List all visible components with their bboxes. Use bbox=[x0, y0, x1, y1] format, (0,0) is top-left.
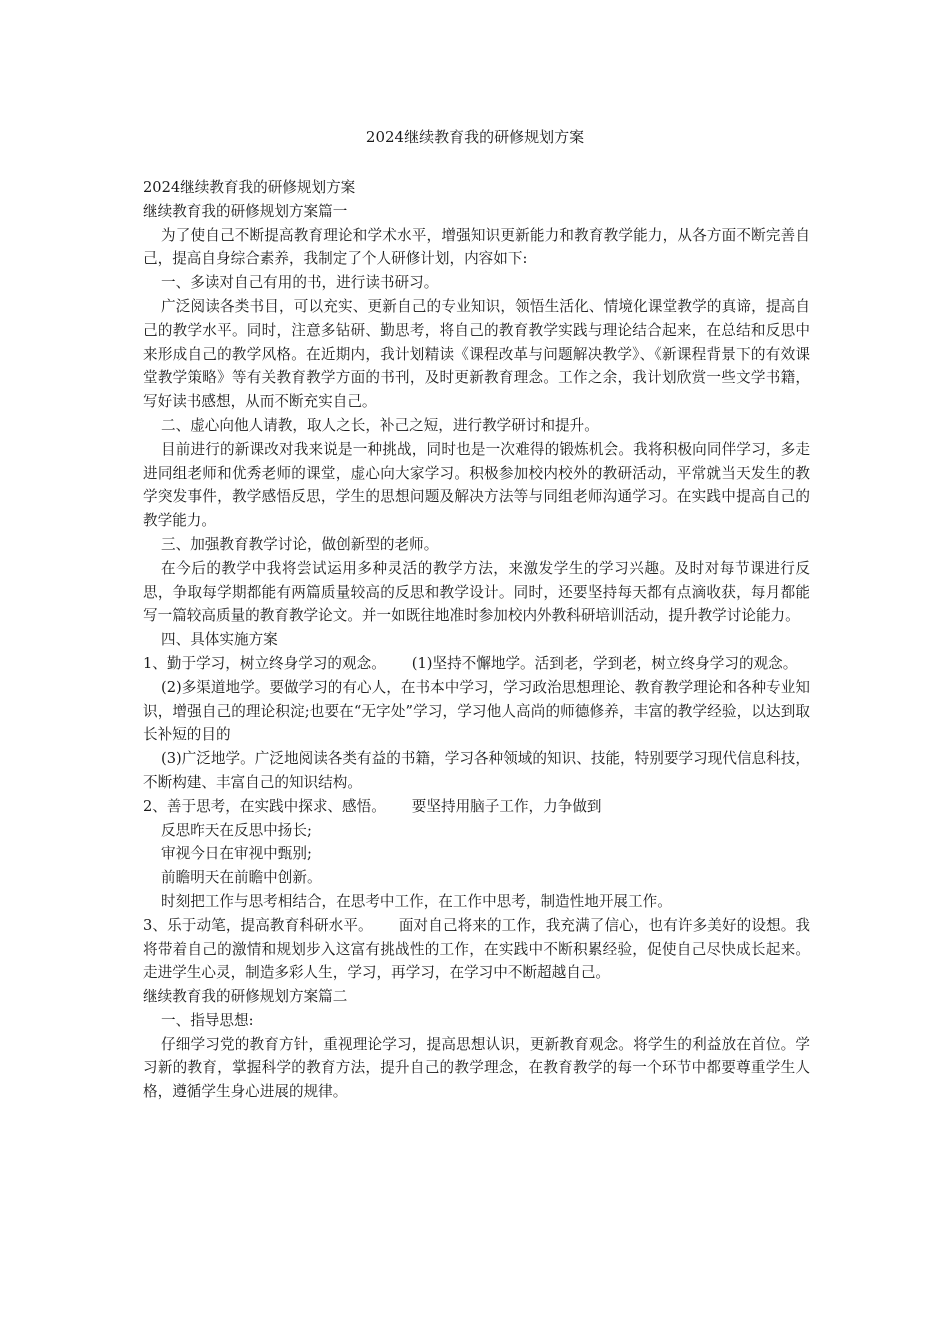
paragraph-text: (1)坚持不懈地学。活到老，学到老，树立终身学习的观念。 bbox=[411, 654, 798, 672]
section-heading: 三、加强教育教学讨论，做创新型的老师。 bbox=[161, 535, 439, 553]
paragraph bbox=[143, 652, 810, 676]
paragraph: 2024继续教育我的研修规划方案 bbox=[143, 179, 356, 196]
paragraph: 广泛阅读各类书目，可以充实、更新自己的专业知识，领悟生活化、情境化课堂教学的真谛，提高自己的教学水平。同时，注意多钻研、勤思考，将自己的教育教学实践与理论结合起来，在总结和反思中来形成自己的教学风格。在近期内，我计划精读《课程改革与问题解决教学》、《新课程背景下的有效课堂教学策略》等有关教育教学方面的书刊，及时更新教育理念。工作之余，我计划欣赏一些文学书籍，写好读书感想，从而不断充实自己。 bbox=[143, 297, 810, 411]
paragraph-text: 面对自己将来的工作，我充满了信心，也有许多美好的设想。我将带着自己的激情和规划步入这富有挑战性的工作，在实践中不断积累经验，促使自己尽快成长起来。走进学生心灵，制造多彩人生，学习，再学习，在学习中不断超越自己。 bbox=[143, 916, 810, 982]
paragraph: 仔细学习党的教育方针，重视理论学习，提高思想认识，更新教育观念。将学生的利益放在首位。学习新的教育，掌握科学的教育方法，提升自己的教学理念，在教育教学的每一个环节中都要尊重学生人格，遵循学生身心进展的规律。 bbox=[143, 1035, 810, 1101]
paragraph: (2)多渠道地学。要做学习的有心人，在书本中学习，学习政治思想理论、教育教学理论和各种专业知识，增强自己的理论积淀;也要在“无字处”学习，学习他人高尚的师德修养，丰富的教学经验，以达到取长补短的目的 bbox=[143, 678, 810, 744]
paragraph: 为了使自己不断提高教育理论和学术水平，增强知识更新能力和教育教学能力，从各方面不断完善自己，提高自身综合素养，我制定了个人研修计划，内容如下: bbox=[143, 226, 810, 268]
paragraph: (3)广泛地学。广泛地阅读各类有益的书籍，学习各种领域的知识、技能，特别要学习现代信息科技，不断构建、丰富自己的知识结构。 bbox=[143, 750, 810, 791]
list-item-label: 1、勤于学习，树立终身学习的观念。 bbox=[143, 654, 386, 672]
paragraph: 继续教育我的研修规划方案篇一 bbox=[143, 202, 348, 220]
list-item-label: 2、善于思考，在实践中探求、感悟。 bbox=[143, 797, 386, 815]
paragraph: 在今后的教学中我将尝试运用多种灵活的教学方法，来激发学生的学习兴趣。及时对每节课进行反思，争取每学期都能有两篇质量较高的反思和教学设计。同时，还要坚持每天都有点滴收获，每月都能写一篇较高质量的教育教学论文。并一如既往地准时参加校内外教科研培训活动，提升教学讨论能力。 bbox=[143, 559, 810, 625]
document-title: 2024继续教育我的研修规划方案 bbox=[365, 128, 585, 146]
document-body bbox=[143, 176, 810, 1104]
paragraph bbox=[143, 914, 810, 985]
paragraph-text: 要坚持用脑子工作，力争做到 bbox=[411, 797, 602, 815]
section-heading: 一、指导思想: bbox=[161, 1011, 254, 1029]
paragraph: 目前进行的新课改对我来说是一种挑战，同时也是一次难得的锻炼机会。我将积极向同伴学习，多走进同组老师和优秀老师的课堂，虚心向大家学习。积极参加校内校外的教研活动，平常就当天发生的教学突发事件，教学感悟反思，学生的思想问题及解决方法等与同组老师沟通学习。在实践中提高自己的教学能力。 bbox=[143, 440, 810, 530]
section-heading: 继续教育我的研修规划方案篇二 bbox=[143, 988, 348, 1006]
paragraph: 审视今日在审视中甄别; bbox=[161, 845, 312, 863]
paragraph: 时刻把工作与思考相结合，在思考中工作，在工作中思考，制造性地开展工作。 bbox=[161, 892, 672, 910]
paragraph: 反思昨天在反思中扬长; bbox=[161, 821, 312, 839]
section-heading: 四、具体实施方案 bbox=[161, 631, 278, 649]
list-item-label: 3、乐于动笔，提高教育科研水平。 bbox=[143, 916, 373, 934]
section-heading: 一、多读对自己有用的书，进行读书研习。 bbox=[161, 274, 439, 292]
paragraph bbox=[143, 795, 810, 819]
section-heading: 二、虚心向他人请教，取人之长，补己之短，进行教学研讨和提升。 bbox=[161, 416, 599, 434]
paragraph: 前瞻明天在前瞻中创新。 bbox=[161, 869, 322, 887]
